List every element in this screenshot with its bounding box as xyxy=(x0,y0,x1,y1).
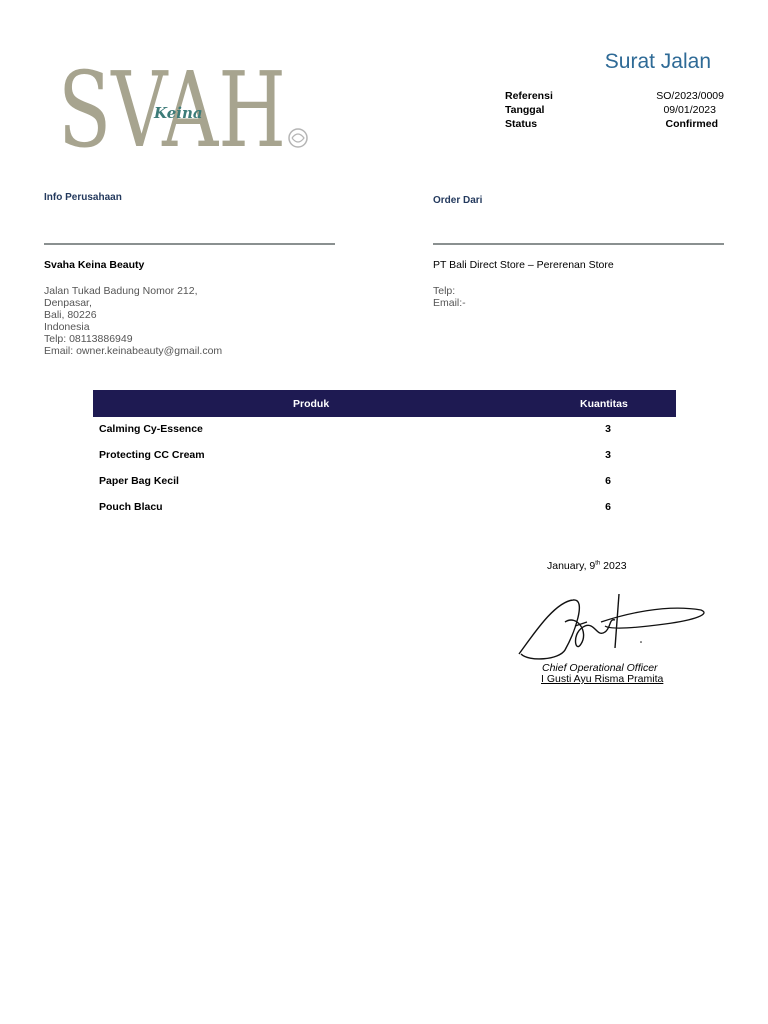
product-table xyxy=(93,390,676,521)
address-line: Bali, 80226 xyxy=(44,309,97,321)
document-title: Surat Jalan xyxy=(604,50,711,73)
order-divider xyxy=(433,243,724,245)
status-badge: Confirmed xyxy=(665,118,718,130)
meta-row-tanggal xyxy=(505,104,724,118)
quantity-cell: 3 xyxy=(605,423,611,435)
table-row xyxy=(93,495,676,521)
column-header-produk: Produk xyxy=(293,398,330,410)
meta-value: SO/2023/0009 xyxy=(656,90,724,102)
product-cell: Calming Cy-Essence xyxy=(99,423,203,435)
company-heading: Info Perusahaan xyxy=(44,192,122,203)
table-header xyxy=(93,390,676,417)
meta-row-referensi xyxy=(505,90,724,104)
logo-script: Keina xyxy=(154,104,203,122)
date-year: 2023 xyxy=(600,560,627,572)
signatory-name: I Gusti Ayu Risma Pramita xyxy=(541,673,664,685)
date-ordinal: th xyxy=(595,560,601,567)
company-address xyxy=(44,285,222,357)
meta-label: Tanggal xyxy=(505,104,545,116)
meta-label: Referensi xyxy=(505,90,553,102)
product-cell: Protecting CC Cream xyxy=(99,449,205,461)
quantity-cell: 6 xyxy=(605,501,611,513)
meta-row-status xyxy=(505,118,724,132)
order-contact xyxy=(433,285,466,309)
address-line: Indonesia xyxy=(44,321,90,333)
meta-label: Status xyxy=(505,118,538,130)
quantity-cell: 3 xyxy=(605,449,611,461)
table-row xyxy=(93,417,676,443)
company-phone: Telp: 08113886949 xyxy=(44,333,133,345)
product-cell: Paper Bag Kecil xyxy=(99,475,179,487)
order-heading: Order Dari xyxy=(433,195,483,206)
signatory-role: Chief Operational Officer xyxy=(542,662,658,674)
order-email: Email:- xyxy=(433,297,466,309)
handwritten-signature xyxy=(515,592,710,664)
column-header-kuantitas: Kuantitas xyxy=(580,398,628,410)
company-email: Email: owner.keinabeauty@gmail.com xyxy=(44,345,223,357)
order-phone: Telp: xyxy=(433,285,456,297)
meta-value: 09/01/2023 xyxy=(663,104,716,116)
quantity-cell: 6 xyxy=(605,475,611,487)
logo-bird-icon xyxy=(289,129,307,147)
company-name: Svaha Keina Beauty xyxy=(44,259,145,271)
table-row xyxy=(93,443,676,469)
logo-wordmark: SVAH xyxy=(58,52,286,156)
company-logo xyxy=(58,52,314,156)
address-line: Jalan Tukad Badung Nomor 212, xyxy=(44,285,198,297)
signature-date xyxy=(547,560,627,572)
company-divider xyxy=(44,243,335,245)
order-customer-name: PT Bali Direct Store – Pererenan Store xyxy=(433,259,614,271)
product-cell: Pouch Blacu xyxy=(99,501,163,513)
address-line: Denpasar, xyxy=(44,297,92,309)
table-row xyxy=(93,469,676,495)
date-text: January, 9 xyxy=(547,560,596,572)
